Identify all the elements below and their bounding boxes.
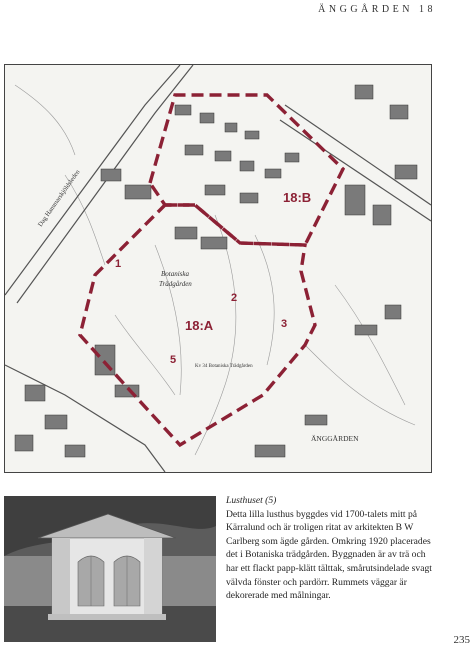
caption <box>226 494 436 603</box>
pavilion-picture <box>4 496 216 642</box>
area-label-18b: 18:B <box>283 190 312 205</box>
page-number: 235 <box>453 634 470 646</box>
parcel-label: Kv 34 Botaniska Trädgården <box>195 364 253 369</box>
caption-body: Detta lilla lusthus byggdes vid 1700-talets mitt på Kärralund och är troligen ritat av arkitekten B W Carlberg som ägde gården. Omkring 1920 placerades det i Botaniska trädgården. Byggnaden är av trä och har ett flackt papp-klätt tälttak, smårutsindelade svagt välvda fönster och pardörr. Rummets väggar är dekorerade med målningar. <box>226 508 432 602</box>
place-label-anggarden: ÄNGGÅRDEN <box>311 434 359 443</box>
running-header: ÄNGGÅRDEN 18 <box>318 4 436 15</box>
object-number-3: 3 <box>281 318 288 330</box>
map <box>4 64 432 473</box>
place-label-botaniska-1: Botaniska <box>161 270 189 278</box>
caption-title: Lusthuset (5) <box>226 495 277 506</box>
map-drawing <box>5 65 431 472</box>
area-label-18a: 18:A <box>185 318 214 333</box>
photo-pavilion <box>4 496 216 642</box>
object-number-2: 2 <box>231 292 238 304</box>
object-number-1: 1 <box>115 258 122 270</box>
object-number-5: 5 <box>170 354 177 366</box>
place-label-botaniska-2: Trädgården <box>159 280 192 288</box>
road-label: Dag Hammarskjöldsleden <box>36 168 82 229</box>
